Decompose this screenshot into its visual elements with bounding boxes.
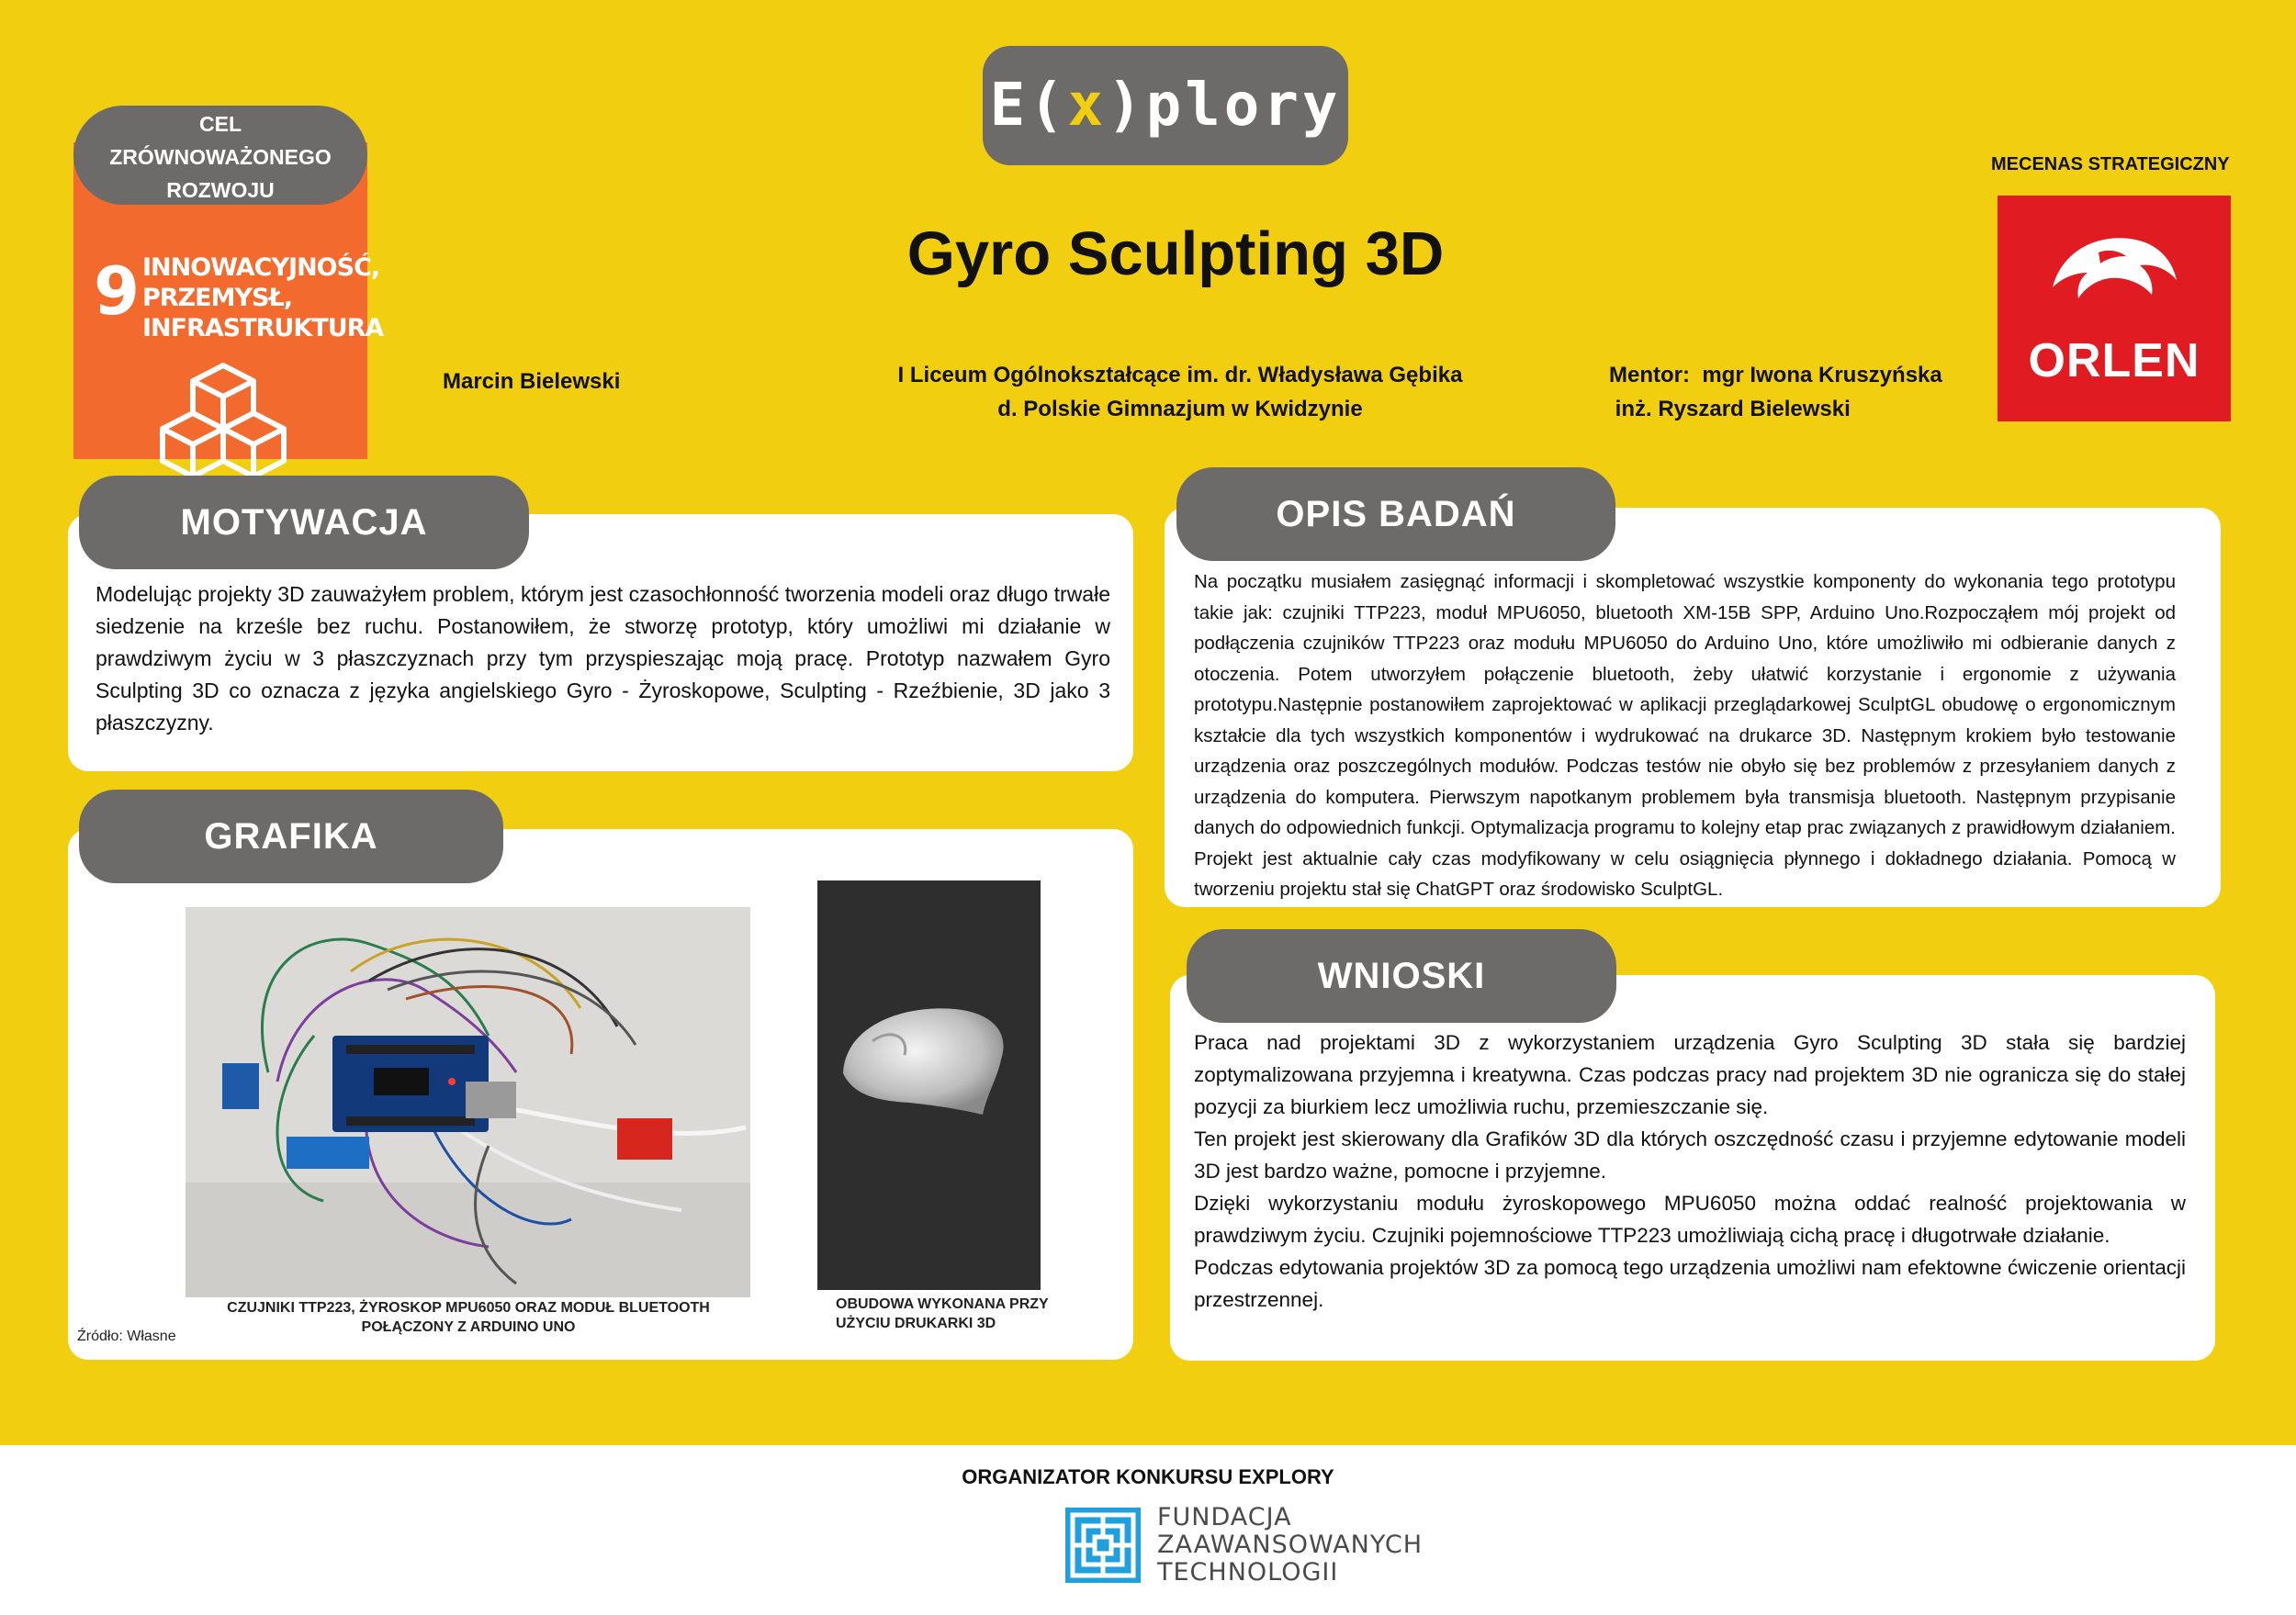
fzt-line2: ZAAWANSOWANYCH — [1157, 1531, 1424, 1559]
school-name — [808, 358, 1552, 426]
render-caption: OBUDOWA WYKONANA PRZY UŻYCIU DRUKARKI 3D — [836, 1296, 1049, 1331]
sdg-label-line1: CEL — [199, 112, 242, 136]
logo-close: )plory — [1107, 72, 1342, 140]
fzt-line1: FUNDACJA — [1157, 1503, 1292, 1531]
author-name: Marcin Bielewski — [443, 369, 621, 394]
sdg-goal-line2: PRZEMYSŁ, — [142, 284, 293, 312]
fzt-name — [1157, 1504, 1423, 1587]
wnioski-paragraph-1: Praca nad projektami 3D z wykorzystaniem urządzenia Gyro Sculpting 3D stała się bardziej zoptymalizowana przyjemna i kreatywna. Czas podczas pracy nad projektem 3D nie ogranicza się do stałej pozycji za biurkiem lecz umożliwia ruchu, przemieszczanie się. — [1194, 1031, 2186, 1118]
opis-text: Na początku musiałem zasięgnąć informacji i skompletować wszystkie komponenty do wykonania tego prototypu takie jak: czujniki TTP223, moduł MPU6050, bluetooth XM-15B SPP, Arduino Uno.Rozpocząłem mój projekt od podłączenia czujników TTP223 oraz modułu MPU6050 do Arduino Uno, które umożliwiło mi odbieranie danych z otoczenia. Potem utworzyłem połączenie bluetooth, żeby ułatwić korzystanie i ergonomie z używania prototypu.Następnie postanowiłem zaprojektować w aplikacji przeglądarkowej SculptGL obudowę o ergonomicznym kształcie dla tych wszystkich komponentów i wydrukować na drukarce 3D. Następnym krokiem było testowanie urządzenia oraz poszczególnych modułów. Podczas testów nie obyło się bez problemów z przesyłaniem danych z urządzenia do komputera. Pierwszym napotkanym problemem była transmisja bluetooth. Następnym przypisanie danych do odpowiednich funkcji. Optymalizacja programu to kolejny etap prac związanych z prawidłowym działaniem. Projekt jest aktualnie cały czas modyfikowany w celu osiągnięcia płynnego i dokładnego działania. Pomocą w tworzeniu projektu stał się ChatGPT oraz środowisko SculptGL. — [1194, 571, 2176, 900]
sdg-label-line2: ZRÓWNOWAŻONEGO — [109, 145, 332, 169]
opis-heading: OPIS BADAŃ — [1176, 467, 1615, 561]
sdg-goal-text — [142, 252, 383, 343]
organizer-label: ORGANIZATOR KONKURSU EXPLORY — [962, 1465, 1334, 1488]
wnioski-paragraph-3: Dzięki wykorzystaniu modułu żyroskopowego MPU6050 można oddać realność projektowania w prawdziwym życiu. Czujniki pojemnościowe TTP223 umożliwiają cichą pracę i długotrwałe działanie. — [1194, 1192, 2186, 1247]
photo-caption: CZUJNIKI TTP223, ŻYROSKOP MPU6050 ORAZ MODUŁ BLUETOOTH POŁĄCZONY Z ARDUINO UNO — [227, 1300, 710, 1335]
motywacja-heading: MOTYWACJA — [79, 476, 529, 569]
mentor-line2: inż. Ryszard Bielewski — [1609, 397, 1851, 421]
motywacja-text: Modelując projekty 3D zauważyłem problem, którym jest czasochłonność tworzenia modeli oraz długo trwałe siedzenie na krześle bez ruchu. Postanowiłem, że stworzę prototyp, który umożliwi mi działanie w prawdziwym życiu w 3 płaszczyznach przy tym przyspieszając moją pracę. Prototyp nazwałem Gyro Sculpting 3D co oznacza z języka angielskiego Gyro - Żyroskopowe, Sculpting - Rzeźbienie, 3D jako 3 płaszczyzny. — [96, 582, 1110, 735]
source-note: Źródło: Własne — [77, 1329, 176, 1344]
arduino-photo — [186, 907, 750, 1297]
sdg-badge — [73, 106, 384, 459]
poster-title: Gyro Sculpting 3D — [906, 219, 1445, 288]
orlen-wordmark: ORLEN — [2028, 334, 2200, 387]
school-line1: I Liceum Ogólnokształcące im. dr. Władysława Gębika — [897, 363, 1463, 387]
wnioski-text — [1194, 1026, 2186, 1316]
explory-logo — [983, 46, 1348, 165]
sdg-label-line3: ROZWOJU — [166, 178, 275, 202]
sdg-goal-line3: INFRASTRUKTURA — [142, 314, 384, 342]
logo-open: E( — [989, 72, 1068, 140]
mentor-info — [1609, 358, 1942, 426]
wnioski-heading: WNIOSKI — [1187, 929, 1616, 1023]
logo-x: x — [1067, 72, 1108, 140]
cubes-icon — [145, 358, 301, 487]
eagle-icon — [1998, 196, 2231, 333]
sdg-number: 9 — [94, 252, 141, 330]
grafika-heading: GRAFIKA — [79, 790, 503, 883]
fzt-emblem-icon — [1065, 1508, 1141, 1583]
orlen-logo — [1998, 196, 2231, 421]
fzt-line3: TECHNOLOGII — [1157, 1558, 1339, 1587]
school-line2: d. Polskie Gimnazjum w Kwidzynie — [997, 397, 1363, 421]
sdg-label-pill — [73, 106, 367, 205]
sponsor-label: MECENAS STRATEGICZNY — [1991, 154, 2230, 174]
mentor-line1: Mentor: mgr Iwona Kruszyńska — [1609, 363, 1942, 387]
wnioski-paragraph-4: Podczas edytowania projektów 3D za pomocą tego urządzenia umożliwi nam efektowne ćwiczenie orientacji przestrzennej. — [1194, 1256, 2186, 1311]
footer — [0, 1445, 2296, 1615]
fzt-logo — [1065, 1504, 1423, 1587]
case-render — [817, 880, 1041, 1290]
sdg-goal-line1: INNOWACYJNOŚĆ, — [142, 253, 380, 282]
wnioski-paragraph-2: Ten projekt jest skierowany dla Grafików 3D dla których oszczędność czasu i przyjemne edytowanie modeli 3D jest bardzo ważne, pomocne i przyjemne. — [1194, 1127, 2186, 1183]
